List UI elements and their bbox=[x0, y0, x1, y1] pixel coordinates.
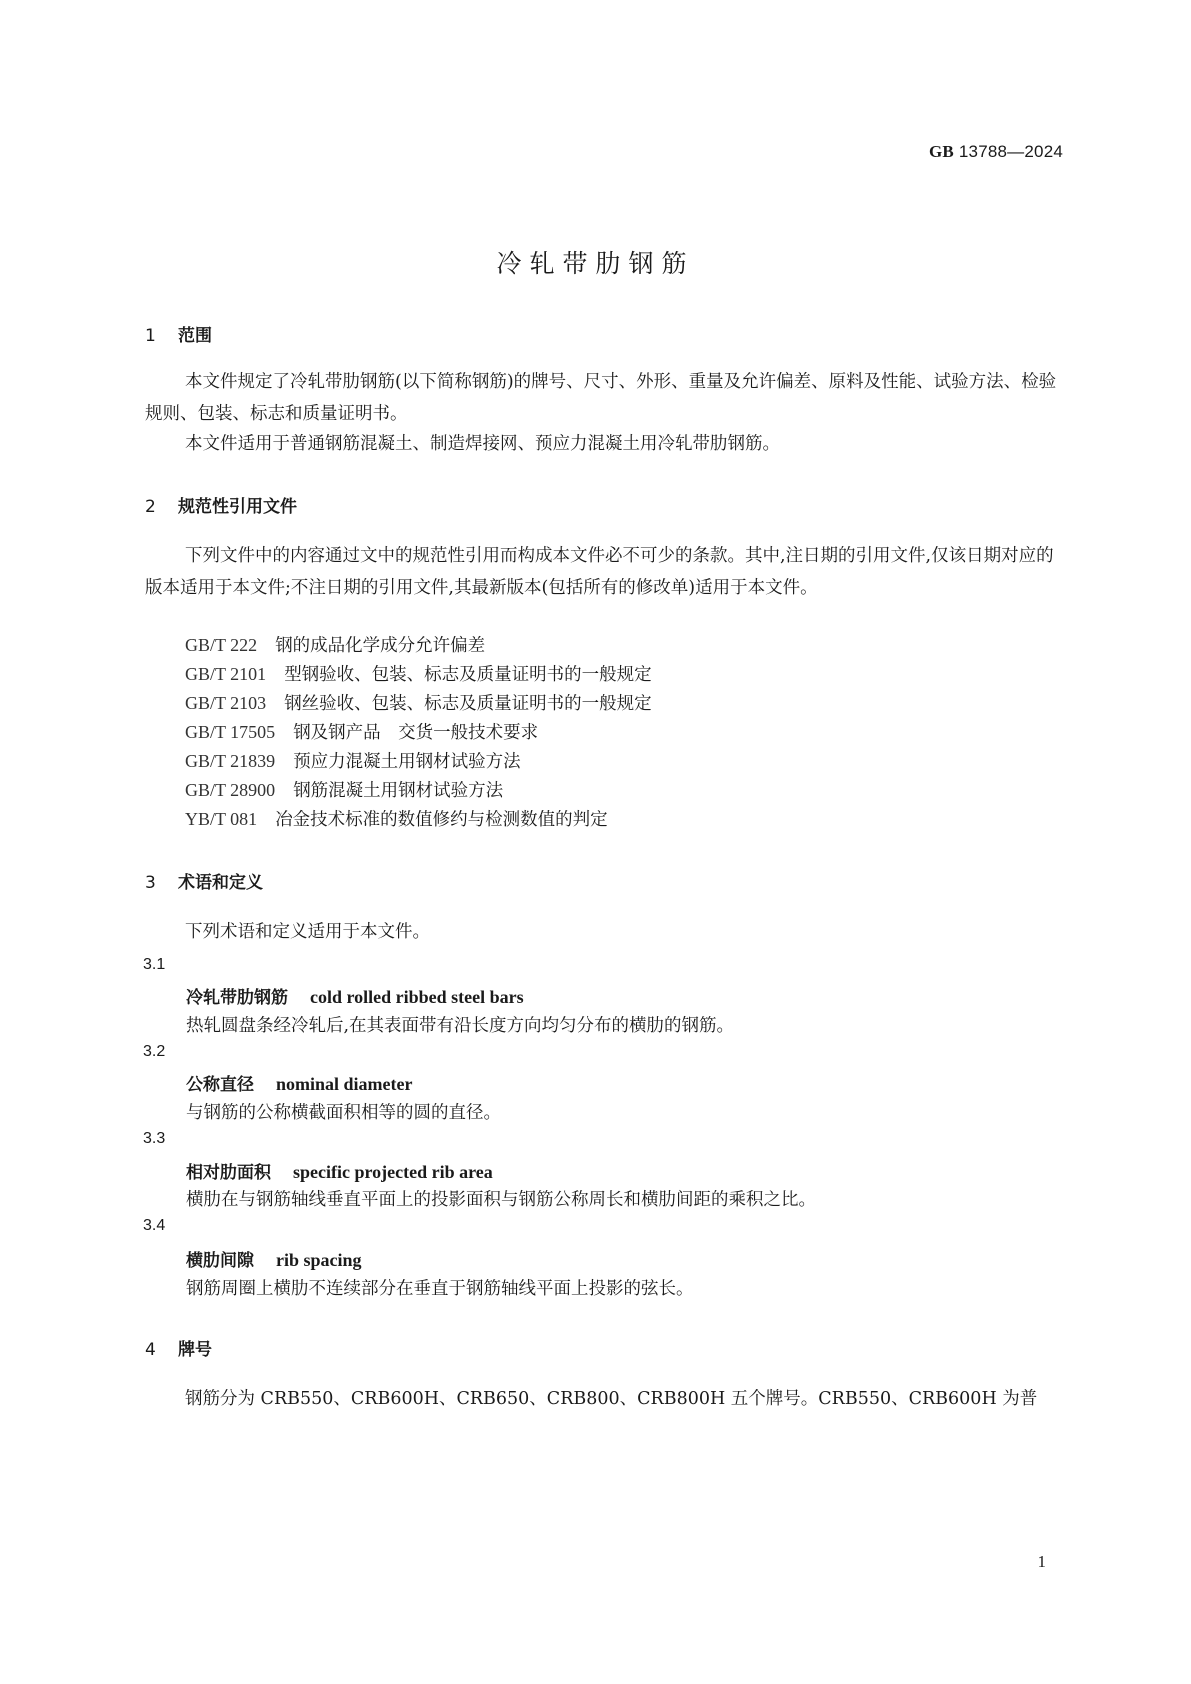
section-3-paragraph-1: 下列术语和定义适用于本文件。 bbox=[185, 922, 430, 942]
section-number: 2 bbox=[145, 497, 156, 517]
term-heading bbox=[186, 1158, 493, 1183]
term-heading bbox=[186, 1246, 362, 1271]
reference-item: YB/T 081 冶金技术标准的数值修约与检测数值的判定 bbox=[185, 809, 608, 830]
term-zh: 横肋间隙 bbox=[186, 1251, 254, 1271]
reference-item: GB/T 17505 钢及钢产品 交货一般技术要求 bbox=[185, 722, 539, 743]
clause-number: 3.2 bbox=[143, 1043, 166, 1060]
clause-number: 3.1 bbox=[143, 956, 166, 973]
term-heading bbox=[186, 1070, 413, 1095]
standard-code bbox=[929, 142, 1063, 162]
section-title: 范围 bbox=[178, 326, 212, 346]
term-en: nominal diameter bbox=[276, 1074, 413, 1094]
term-definition: 与钢筋的公称横截面积相等的圆的直径。 bbox=[186, 1103, 501, 1123]
clause-number: 3.3 bbox=[143, 1130, 166, 1147]
section-1-paragraph-2: 本文件适用于普通钢筋混凝土、制造焊接网、预应力混凝土用冷轧带肋钢筋。 bbox=[185, 434, 780, 454]
term-zh: 公称直径 bbox=[186, 1075, 254, 1095]
standard-number: 13788—2024 bbox=[958, 142, 1063, 161]
section-title: 规范性引用文件 bbox=[178, 497, 297, 517]
reference-item: GB/T 222 钢的成品化学成分允许偏差 bbox=[185, 635, 486, 656]
term-definition: 横肋在与钢筋轴线垂直平面上的投影面积与钢筋公称周长和横肋间距的乘积之比。 bbox=[186, 1190, 816, 1210]
term-zh: 相对肋面积 bbox=[186, 1163, 271, 1183]
page-number: 1 bbox=[1037, 1552, 1046, 1571]
term-definition: 热轧圆盘条经冷轧后,在其表面带有沿长度方向均匀分布的横肋的钢筋。 bbox=[186, 1016, 735, 1036]
reference-item: GB/T 2103 钢丝验收、包装、标志及质量证明书的一般规定 bbox=[185, 693, 652, 714]
reference-item: GB/T 28900 钢筋混凝土用钢材试验方法 bbox=[185, 780, 504, 801]
clause-number: 3.4 bbox=[143, 1217, 166, 1234]
section-1-heading bbox=[145, 321, 212, 346]
section-2-paragraph-1: 下列文件中的内容通过文中的规范性引用而构成本文件必不可少的条款。其中,注日期的引用文件,仅该日期对应的版本适用于本文件;不注日期的引用文件,其最新版本(包括所有的修改单)适用于本文件。 bbox=[145, 546, 1054, 598]
term-heading bbox=[186, 983, 524, 1008]
section-title: 牌号 bbox=[178, 1340, 212, 1360]
section-number: 3 bbox=[145, 873, 156, 893]
section-title: 术语和定义 bbox=[178, 873, 263, 893]
section-2-heading bbox=[145, 492, 297, 517]
section-4-paragraph-1: 钢筋分为 CRB550、CRB600H、CRB650、CRB800、CRB800H 五个牌号。CRB550、CRB600H 为普 bbox=[185, 1389, 1038, 1409]
section-3-heading bbox=[145, 868, 263, 893]
term-en: cold rolled ribbed steel bars bbox=[310, 987, 524, 1007]
term-definition: 钢筋周圈上横肋不连续部分在垂直于钢筋轴线平面上投影的弦长。 bbox=[186, 1279, 694, 1299]
section-1-paragraph-1: 本文件规定了冷轧带肋钢筋(以下简称钢筋)的牌号、尺寸、外形、重量及允许偏差、原料及性能、试验方法、检验规则、包装、标志和质量证明书。 bbox=[145, 372, 1057, 424]
section-4-heading bbox=[145, 1335, 212, 1360]
standard-prefix: GB bbox=[929, 142, 954, 161]
term-en: rib spacing bbox=[276, 1250, 362, 1270]
term-en: specific projected rib area bbox=[293, 1162, 493, 1182]
reference-item: GB/T 21839 预应力混凝土用钢材试验方法 bbox=[185, 751, 521, 772]
reference-item: GB/T 2101 型钢验收、包装、标志及质量证明书的一般规定 bbox=[185, 664, 652, 685]
section-number: 1 bbox=[145, 326, 156, 346]
section-number: 4 bbox=[145, 1340, 156, 1360]
document-title: 冷轧带肋钢筋 bbox=[496, 249, 695, 278]
term-zh: 冷轧带肋钢筋 bbox=[186, 988, 288, 1008]
